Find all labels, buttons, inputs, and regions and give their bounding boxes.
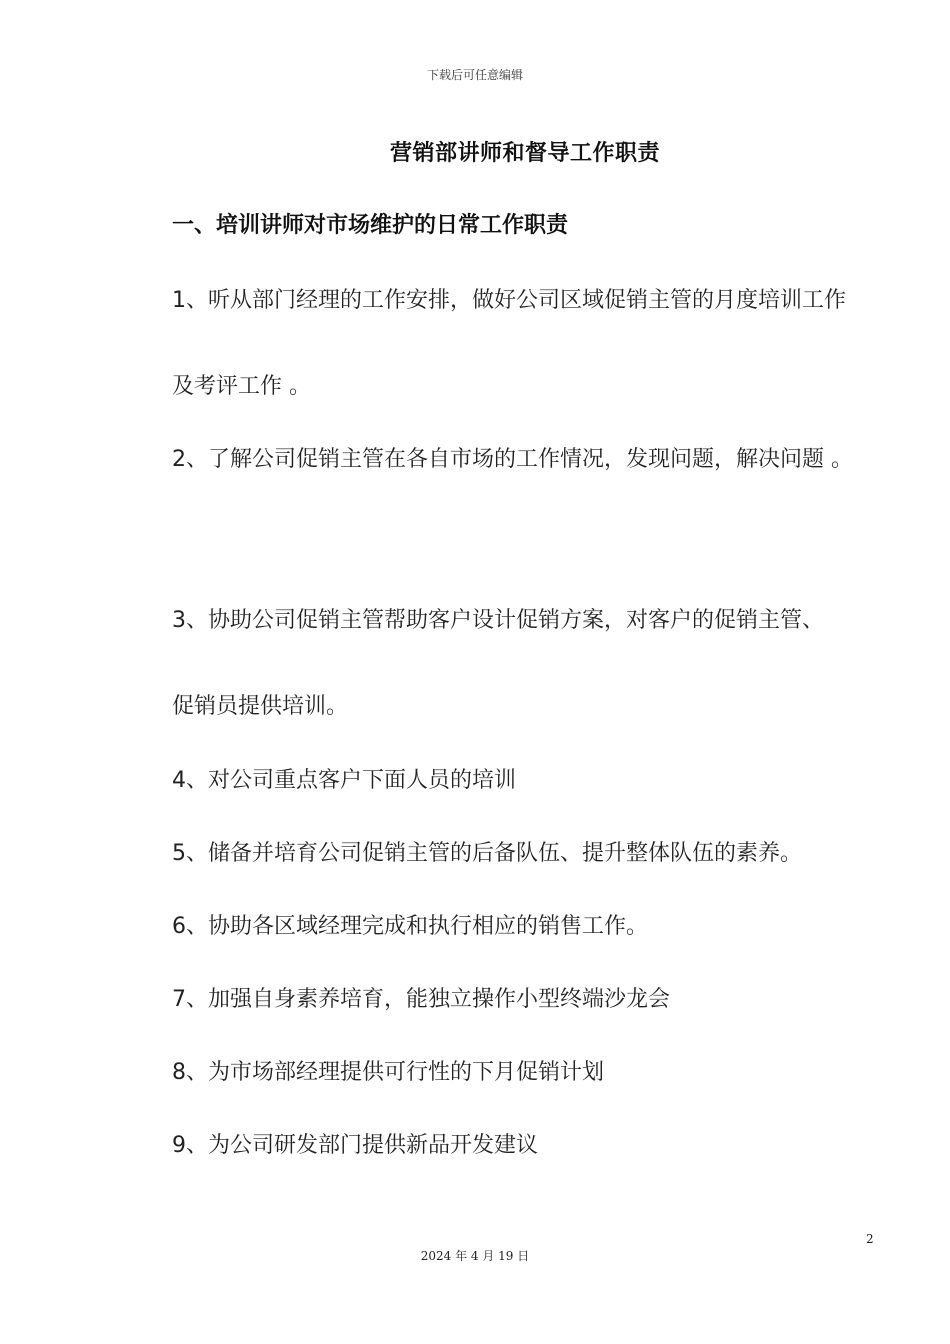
- list-item-8: 8、为市场部经理提供可行性的下月促销计划: [172, 1060, 604, 1085]
- list-item-9: 9、为公司研发部门提供新品开发建议: [172, 1133, 538, 1158]
- list-item-6: 6、协助各区域经理完成和执行相应的销售工作。: [172, 914, 648, 939]
- list-item-1-line-2: 及考评工作 。: [172, 374, 311, 399]
- section-heading: 一、培训讲师对市场维护的日常工作职责: [172, 213, 569, 238]
- list-item-3-line-1: 3、协助公司促销主管帮助客户设计促销方案，对客户的促销主管、: [172, 608, 824, 633]
- list-item-7: 7、加强自身素养培育，能独立操作小型终端沙龙会: [172, 987, 670, 1012]
- list-item-2: 2、了解公司促销主管在各自市场的工作情况，发现问题，解决问题 。: [172, 447, 853, 472]
- page-number: 2: [866, 1232, 874, 1246]
- document-title: 营销部讲师和督导工作职责: [389, 141, 660, 166]
- list-item-1-line-1: 1、听从部门经理的工作安排，做好公司区域促销主管的月度培训工作: [172, 288, 846, 313]
- list-item-3-line-2: 促销员提供培训。: [172, 694, 349, 719]
- header-note: 下载后可任意编辑: [426, 68, 523, 82]
- list-item-4: 4、对公司重点客户下面人员的培训: [172, 768, 516, 793]
- footer-date: 2024 年 4 月 19 日: [420, 1249, 530, 1263]
- list-item-5: 5、储备并培育公司促销主管的后备队伍、提升整体队伍的素养。: [172, 841, 802, 866]
